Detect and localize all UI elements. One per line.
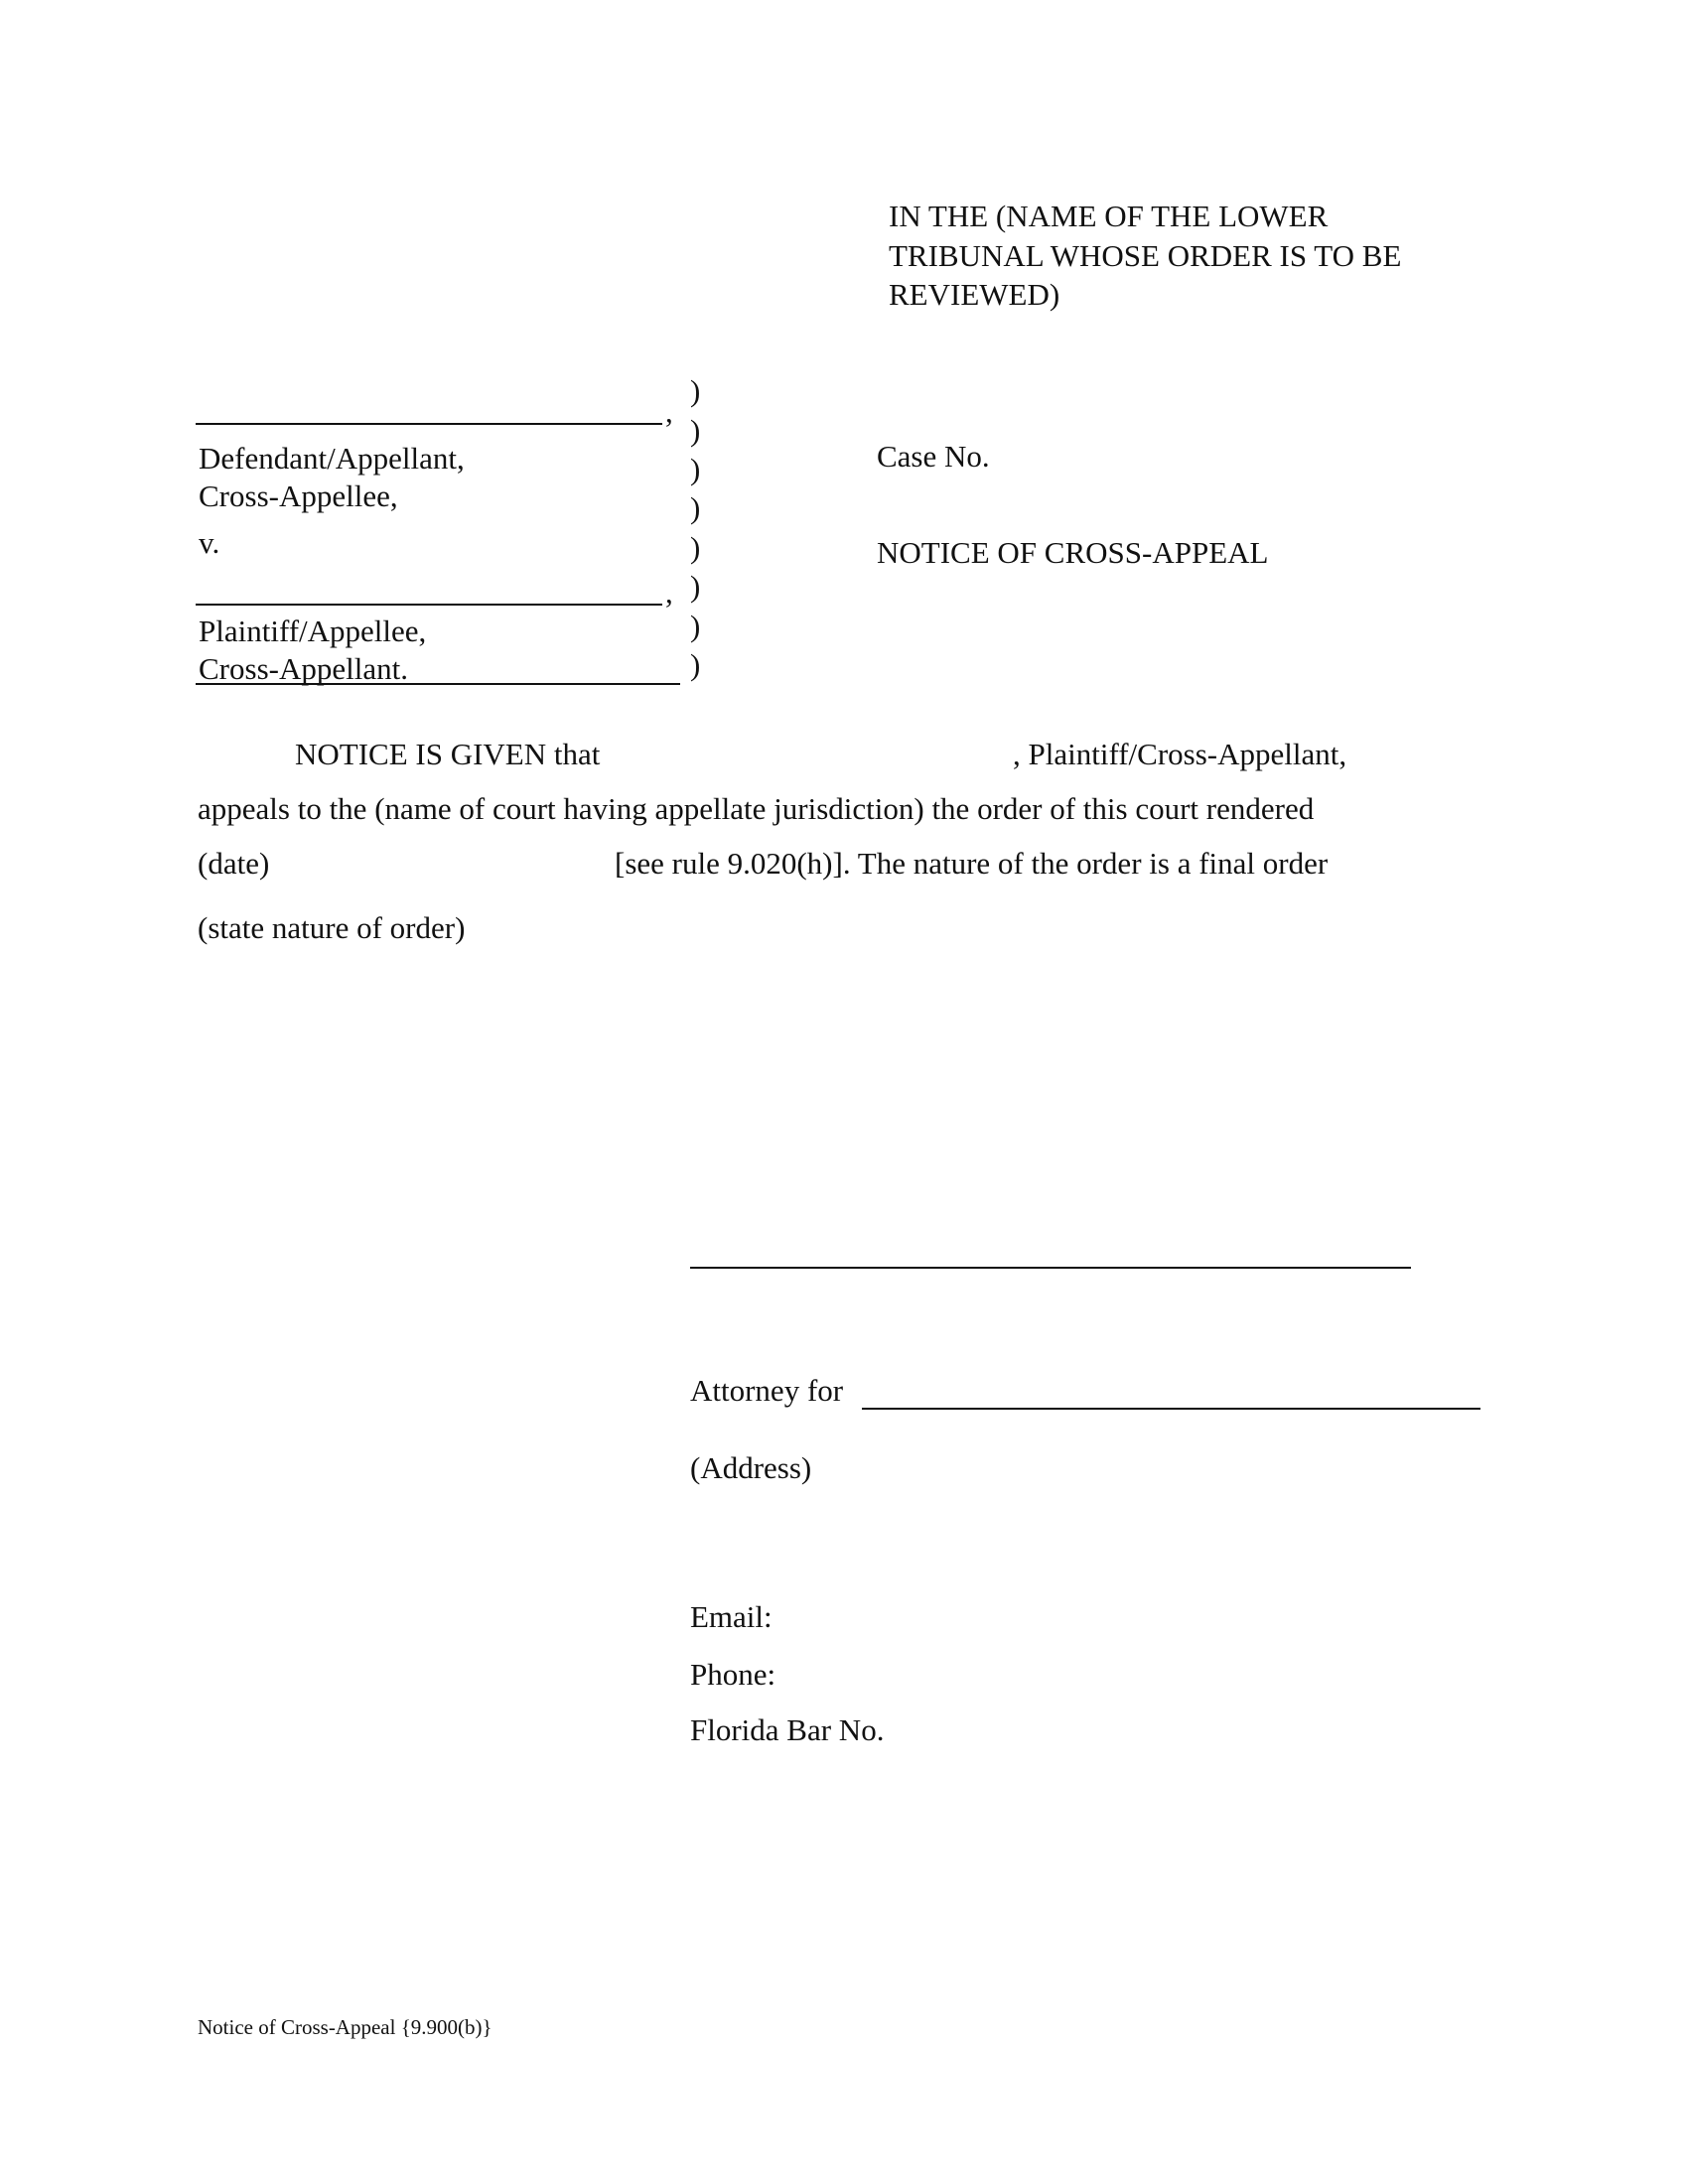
- party1-name-line[interactable]: [196, 423, 662, 425]
- caption-paren: ): [690, 530, 701, 565]
- notice-line-3-start: (date): [198, 846, 270, 881]
- phone-label: Phone:: [690, 1657, 776, 1692]
- caption-paren: ): [690, 452, 701, 486]
- party1-comma: ,: [665, 394, 673, 429]
- attorney-for-line[interactable]: [862, 1408, 1480, 1410]
- party1-role-line-2: Cross-Appellee,: [199, 478, 398, 513]
- party2-role-line-1: Plaintiff/Appellee,: [199, 614, 427, 648]
- notice-line-1-start: NOTICE IS GIVEN that: [295, 737, 601, 771]
- address-label: (Address): [690, 1450, 812, 1485]
- caption-paren: ): [690, 609, 701, 643]
- form-footer-label: Notice of Cross-Appeal {9.900(b)}: [198, 2015, 492, 2039]
- notice-line-1-end: , Plaintiff/Cross-Appellant,: [1013, 737, 1347, 771]
- caption-paren: ): [690, 490, 701, 525]
- caption-paren: ): [690, 413, 701, 448]
- court-header-line-2: TRIBUNAL WHOSE ORDER IS TO BE: [889, 238, 1402, 273]
- versus-label: v.: [199, 525, 220, 560]
- notice-line-2: appeals to the (name of court having appellate jurisdiction) the order of this court rendered: [198, 791, 1315, 826]
- notice-line-3-end: [see rule 9.020(h)]. The nature of the order is a final order: [615, 846, 1329, 881]
- party1-role-line-1: Defendant/Appellant,: [199, 441, 465, 476]
- notice-line-4: (state nature of order): [198, 910, 466, 945]
- document-title: NOTICE OF CROSS-APPEAL: [877, 535, 1269, 570]
- bar-number-label: Florida Bar No.: [690, 1712, 885, 1747]
- court-header-line-3: REVIEWED): [889, 277, 1060, 312]
- party2-role-line-2: Cross-Appellant.: [199, 651, 408, 686]
- attorney-for-label: Attorney for: [690, 1373, 844, 1408]
- party2-name-line[interactable]: [196, 604, 662, 606]
- party2-comma: ,: [665, 575, 673, 610]
- case-number-label: Case No.: [877, 439, 990, 474]
- signature-line[interactable]: [690, 1267, 1411, 1269]
- caption-paren: ): [690, 569, 701, 604]
- email-label: Email:: [690, 1599, 773, 1634]
- court-header-line-1: IN THE (NAME OF THE LOWER: [889, 199, 1329, 233]
- date-field[interactable]: [288, 844, 606, 884]
- caption-paren: ): [690, 647, 701, 682]
- appellant-name-field[interactable]: [635, 735, 1013, 774]
- party2-underline: [196, 683, 680, 685]
- caption-paren: ): [690, 373, 701, 408]
